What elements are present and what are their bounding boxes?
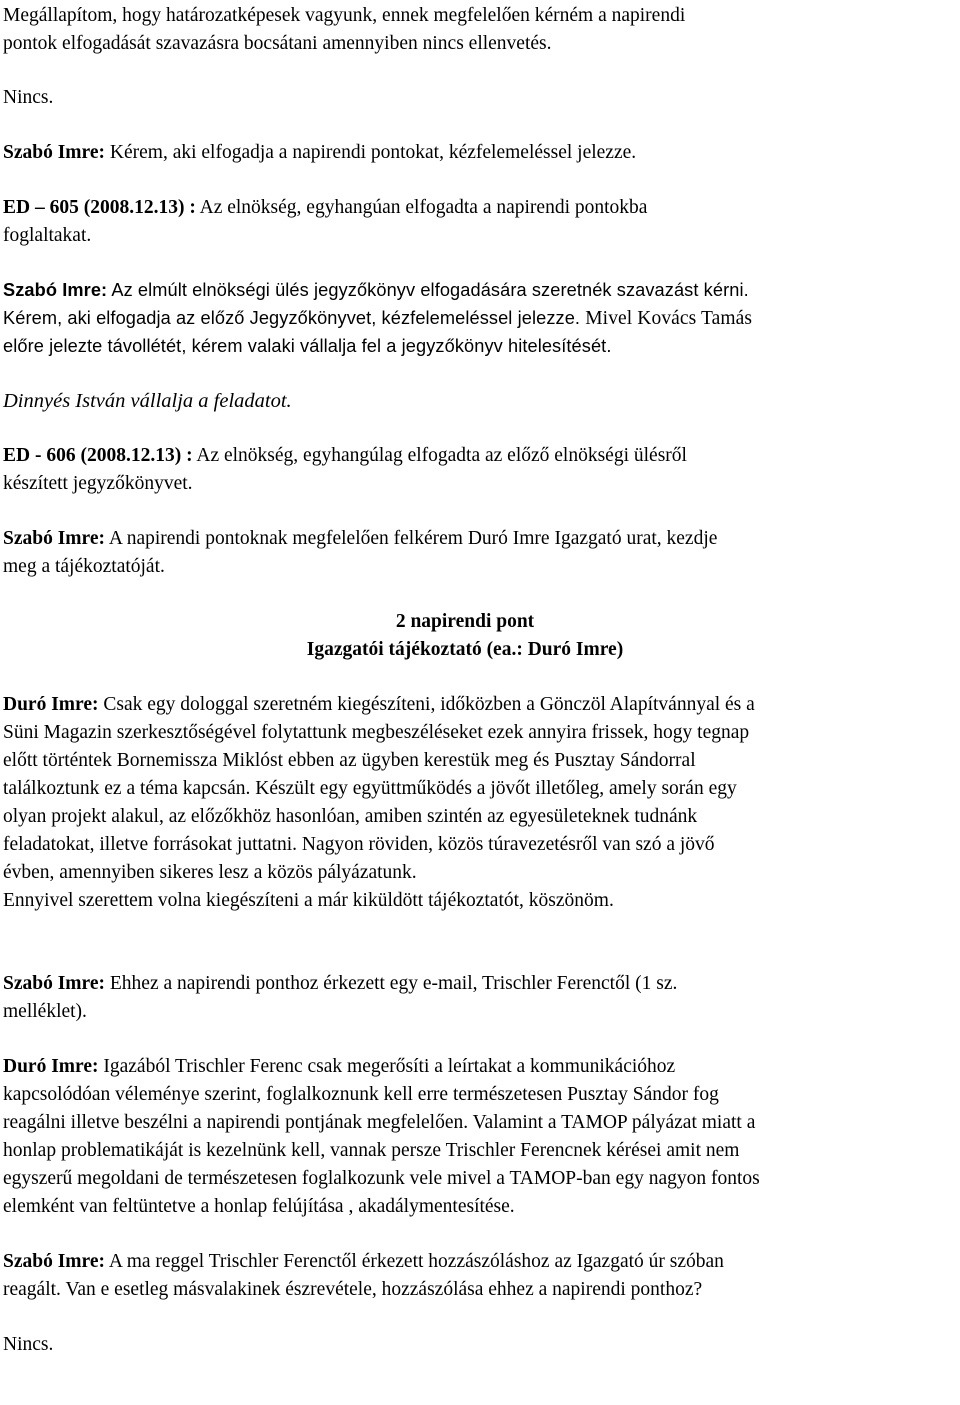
section-subheading: Igazgatói tájékoztató (ea.: Duró Imre) (306, 639, 624, 660)
speech-line (3, 276, 749, 304)
text-line: egyszerű megoldani de természetesen foglalkozunk vele mivel a TAMOP-ban egy nagyon fontos (3, 1168, 760, 1189)
text-line: kapcsolódóan véleménye szerint, foglalkoznunk kell erre természetesen Pusztay Sándor fog (3, 1084, 719, 1105)
text-line: honlap problematikáját is kezelnünk kell, vannak persze Trischler Ferencnek kérései amit nem (3, 1140, 740, 1161)
text-line: évben, amennyiben sikeres lesz a közös pályázatunk. (3, 862, 417, 883)
speech-text: Igazából Trischler Ferenc csak megerősíti a leírtakat a kommunikációhoz (98, 1056, 676, 1077)
speech-text: Kérem, aki elfogadja az előző Jegyzőkönyvet, kézfelemeléssel jelezze. (3, 308, 586, 328)
speaker-name: Szabó Imre: (3, 1251, 106, 1272)
speaker-name: Duró Imre: (3, 1056, 99, 1077)
speaker-name: Szabó Imre: (3, 973, 106, 994)
text-line: Nincs. (3, 1334, 54, 1355)
italic-note: Dinnyés István vállalja a feladatot. (3, 390, 292, 412)
speech-line (3, 691, 755, 719)
text-line: pontok elfogadását szavazásra bocsátani amennyiben nincs ellenvetés. (3, 33, 552, 54)
resolution-line (3, 194, 647, 222)
speech-text: A napirendi pontoknak megfelelően felkérem Duró Imre Igazgató urat, kezdje (105, 528, 718, 549)
speaker-name: Szabó Imre: (3, 528, 106, 549)
resolution-line (3, 442, 687, 470)
text-line: meg a tájékoztatóját. (3, 556, 165, 577)
resolution-text: Az elnökség, egyhangúan elfogadta a napirendi pontokba (195, 197, 648, 218)
text-line: foglaltakat. (3, 225, 92, 246)
text-line: Nincs. (3, 87, 54, 108)
resolution-id: ED - 606 (2008.12.13) : (3, 445, 193, 466)
resolution-id: ED – 605 (2008.12.13) : (3, 197, 196, 218)
text-line: készített jegyzőkönyvet. (3, 473, 193, 494)
text-line: Süni Magazin szerkesztőségével folytattunk megbeszéléseket ezek annyira frissek, hogy tegnap (3, 722, 750, 743)
section-heading: 2 napirendi pont (395, 611, 535, 632)
speech-line (3, 525, 717, 553)
speech-text: Az elmúlt elnökségi ülés jegyzőkönyv elfogadására szeretnék szavazást kérni. (107, 280, 749, 300)
speech-text: A ma reggel Trischler Ferenctől érkezett hozzászóláshoz az Igazgató úr szóban (105, 1251, 724, 1272)
speaker-name: Szabó Imre: (3, 280, 108, 300)
text-line: Megállapítom, hogy határozatképesek vagyunk, ennek megfelelően kérném a napirendi (3, 5, 686, 26)
text-line: előtt történtek Bornemissza Miklóst ebben az ügyben kerestük meg és Pusztay Sándorral (3, 750, 696, 771)
text-line: elemként van feltüntetve a honlap felújítása , akadálymentesítése. (3, 1196, 515, 1217)
speech-line (3, 139, 636, 167)
speech-text: Ehhez a napirendi ponthoz érkezett egy e-mail, Trischler Ferenctől (1 sz. (105, 973, 678, 994)
speech-line (3, 970, 677, 998)
speech-text: Mivel Kovács Tamás (585, 308, 753, 329)
text-line: melléklet). (3, 1001, 87, 1022)
speech-line (3, 1053, 675, 1081)
text-line: előre jelezte távollétét, kérem valaki vállalja fel a jegyzőkönyv hitelesítését. (3, 336, 612, 356)
text-line: Ennyivel szerettem volna kiegészíteni a már kiküldött tájékoztatót, köszönöm. (3, 890, 614, 911)
text-line: feladatokat, illetve forrásokat juttatni. Nagyon röviden, közös túravezetésről van szó a jövő (3, 834, 715, 855)
speech-line (3, 1248, 724, 1276)
speaker-name: Duró Imre: (3, 694, 99, 715)
speaker-name: Szabó Imre: (3, 142, 106, 163)
text-line: reagált. Van e esetleg másvalakinek észrevétele, hozzászólása ehhez a napirendi ponthoz? (3, 1279, 703, 1300)
resolution-text: Az elnökség, egyhangúlag elfogadta az előző elnökségi ülésről (192, 445, 687, 466)
text-line (3, 304, 752, 333)
speech-text: Kérem, aki elfogadja a napirendi pontokat, kézfelemeléssel jelezze. (105, 142, 637, 163)
text-line: reagálni illetve beszélni a napirendi pontjának megfelelően. Valamint a TAMOP pályázat miatt a (3, 1112, 756, 1133)
text-line: olyan projekt alakul, az előzőkhöz hasonlóan, amiben szintén az egyesületeknek tudnánk (3, 806, 698, 827)
text-line: találkoztunk ez a téma kapcsán. Készült egy együttműködés a jövőt illetőleg, amely során egy (3, 778, 737, 799)
speech-text: Csak egy dologgal szeretném kiegészíteni, időközben a Gönczöl Alapítvánnyal és a (98, 694, 755, 715)
